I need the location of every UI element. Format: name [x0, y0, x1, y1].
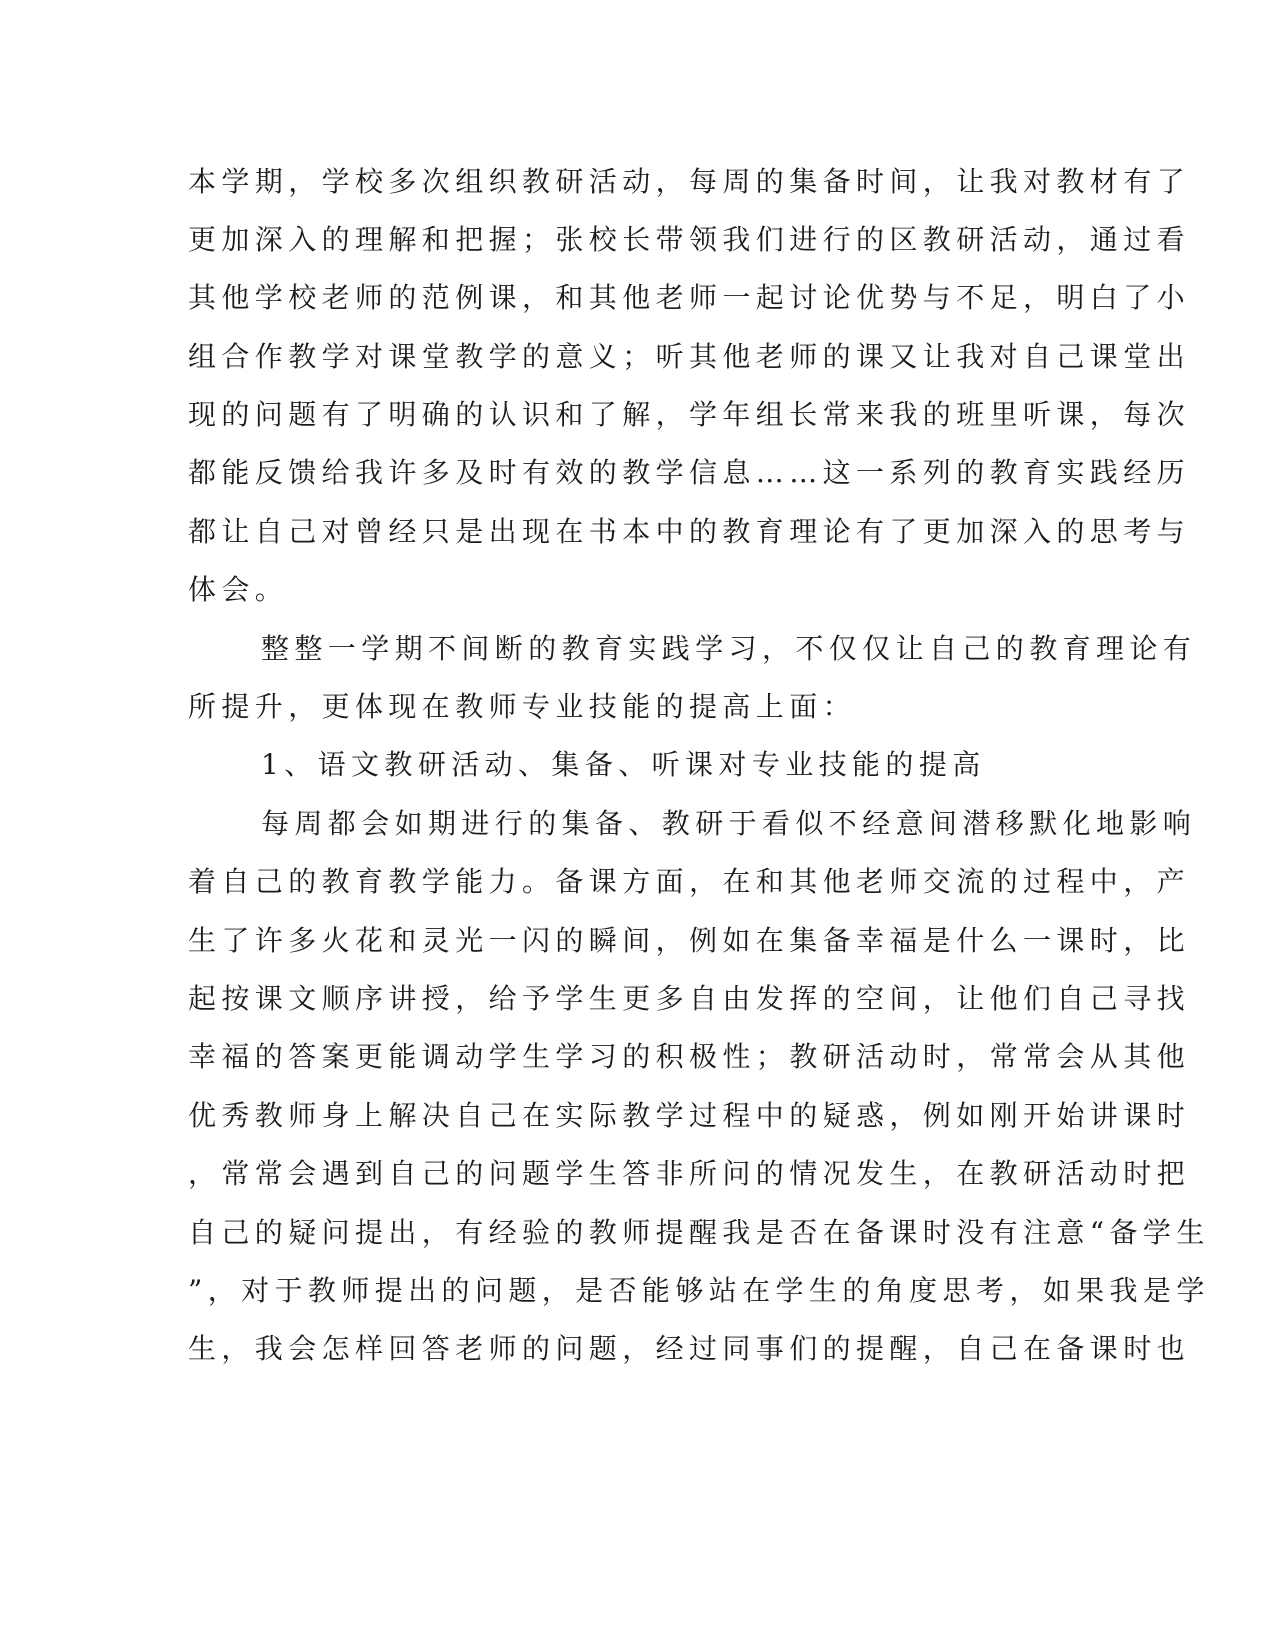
body-line: 自己的疑问提出，有经验的教师提醒我是否在备课时没有注意“备学生 [188, 1216, 1210, 1249]
body-line: 体会。 [188, 573, 289, 606]
body-line: 都能反馈给我许多及时有效的教学信息……这一系列的教育实践经历 [188, 456, 1191, 489]
body-line: 幸福的答案更能调动学生学习的积极性；教研活动时，常常会从其他 [188, 1040, 1191, 1073]
body-line: 着自己的教育教学能力。备课方面，在和其他老师交流的过程中，产 [188, 865, 1191, 898]
paragraph-first-line: 每周都会如期进行的集备、教研于看似不经意间潜移默化地影响 [261, 807, 1197, 840]
body-line: 现的问题有了明确的认识和了解，学年组长常来我的班里听课，每次 [188, 398, 1191, 431]
paragraph-first-line: 整整一学期不间断的教育实践学习，不仅仅让自己的教育理论有 [261, 632, 1197, 665]
body-line: 组合作教学对课堂教学的意义；听其他老师的课又让我对自己课堂出 [188, 340, 1191, 373]
body-line: 优秀教师身上解决自己在实际教学过程中的疑惑，例如刚开始讲课时 [188, 1099, 1191, 1132]
body-line: ”，对于教师提出的问题，是否能够站在学生的角度思考，如果我是学 [188, 1274, 1210, 1307]
body-line: 更加深入的理解和把握；张校长带领我们进行的区教研活动，通过看 [188, 223, 1191, 256]
body-line: ，常常会遇到自己的问题学生答非所问的情况发生，在教研活动时把 [188, 1157, 1191, 1190]
body-line: 生，我会怎样回答老师的问题，经过同事们的提醒，自己在备课时也 [188, 1332, 1191, 1365]
body-line: 生了许多火花和灵光一闪的瞬间，例如在集备幸福是什么一课时，比 [188, 924, 1191, 957]
body-line: 所提升，更体现在教师专业技能的提高上面： [188, 690, 857, 723]
body-line: 本学期，学校多次组织教研活动，每周的集备时间，让我对教材有了 [188, 165, 1191, 198]
section-heading: 1、语文教研活动、集备、听课对专业技能的提高 [261, 748, 986, 781]
body-line: 其他学校老师的范例课，和其他老师一起讨论优势与不足，明白了小 [188, 281, 1191, 314]
body-line: 起按课文顺序讲授，给予学生更多自由发挥的空间，让他们自己寻找 [188, 982, 1191, 1015]
body-line: 都让自己对曾经只是出现在书本中的教育理论有了更加深入的思考与 [188, 515, 1191, 548]
